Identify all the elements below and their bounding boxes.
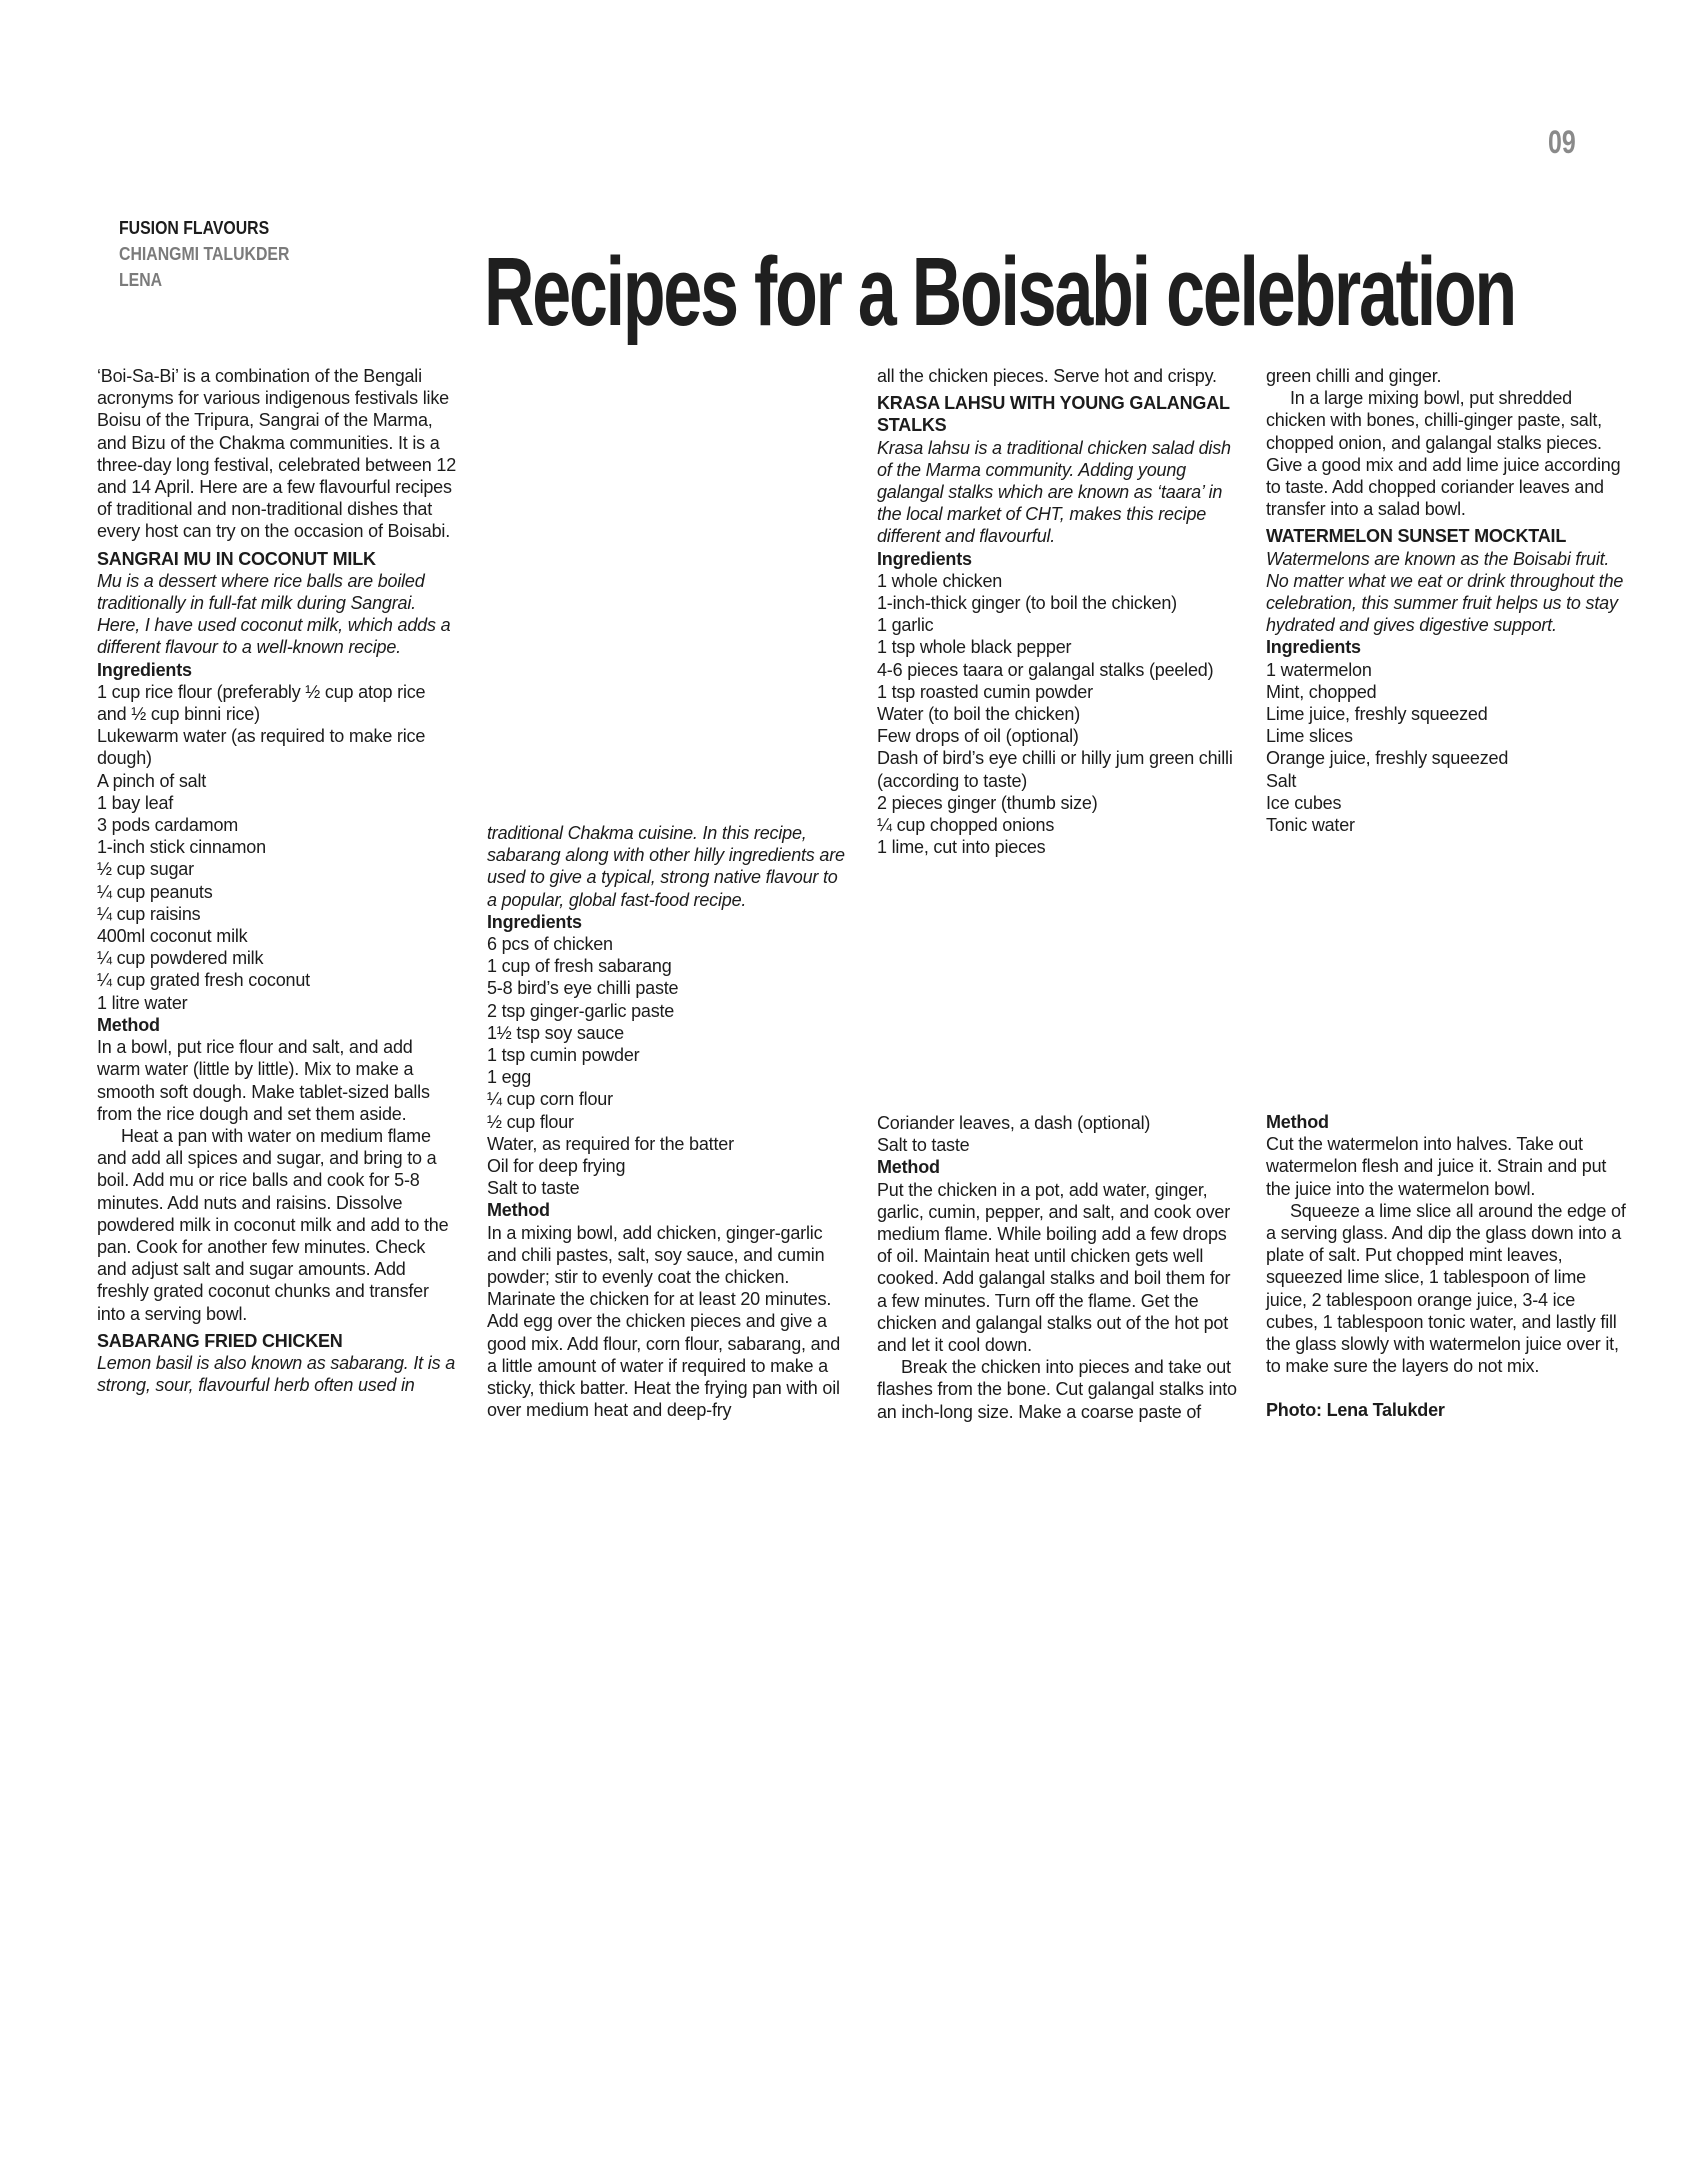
ingredient-item: ¼ cup peanuts <box>97 881 213 902</box>
ingredient-item: Oil for deep frying <box>487 1156 626 1177</box>
ingredient-item: Lukewarm water (as required to make rice dough) <box>97 726 426 769</box>
method-heading: Method <box>97 1014 160 1035</box>
page-number: 09 <box>1548 124 1576 160</box>
ingredients-heading: Ingredients <box>877 548 972 569</box>
ingredient-item: 1-inch stick cinnamon <box>97 837 266 858</box>
ingredient-item: 5-8 bird’s eye chilli paste <box>487 978 679 999</box>
ingredient-item: ¼ cup raisins <box>97 903 201 924</box>
method-paragraph: Put the chicken in a pot, add water, ginger, garlic, cumin, pepper, and salt, and cook over medium flame. While boiling add a few drops of oil. Maintain heat until chicken gets well cooked. Add galangal stalks and boil them for a few minutes. Turn off the flame. Get the chicken and galangal stalks out of the hot pot and let it cool down. <box>877 1179 1231 1356</box>
ingredient-list <box>487 933 849 1199</box>
ingredient-list <box>877 570 1239 859</box>
method-paragraph: In a large mixing bowl, put shredded chicken with bones, chilli-ginger paste, salt, chopped onion, and galangal stalks pieces. Give a good mix and add lime juice according to taste. Add chopped coriander leaves and transfer into a salad bowl. <box>1266 388 1621 520</box>
ingredient-item: 1 garlic <box>877 615 934 636</box>
ingredient-item: 1 tsp whole black pepper <box>877 637 1072 658</box>
method-paragraph: Heat a pan with water on medium flame and add all spices and sugar, and bring to a boil. Add mu or rice balls and cook for 5-8 minutes. Add nuts and raisins. Dissolve powdered milk in coconut milk and add to the pan. Cook for another few minutes. Check and adjust salt and sugar amounts. Add freshly grated coconut chunks and transfer into a serving bowl. <box>97 1125 449 1324</box>
ingredient-item: Dash of bird’s eye chilli or hilly jum green chilli (according to taste) <box>877 748 1233 791</box>
ingredient-item: 1 whole chicken <box>877 570 1003 591</box>
ingredient-item: Salt <box>1266 770 1297 791</box>
ingredient-item: 1 cup rice flour (preferably ½ cup atop rice and ½ cup binni rice) <box>97 681 426 725</box>
method-paragraph: Break the chicken into pieces and take out flashes from the bone. Cut galangal stalks into an inch-long size. Make a coarse paste of <box>877 1357 1237 1422</box>
ingredients-heading: Ingredients <box>97 659 192 680</box>
recipe-description-sangrai-mu: Mu is a dessert where rice balls are boiled traditionally in full-fat milk during Sangrai. Here, I have used coconut milk, which adds a different flavour to a well-known recipe. <box>97 570 451 658</box>
ingredient-list <box>97 681 459 1014</box>
ingredient-item: A pinch of salt <box>97 770 207 791</box>
ingredient-item: Lime juice, freshly squeezed <box>1266 704 1488 725</box>
ingredient-item: 2 tsp ginger-garlic paste <box>487 1000 675 1021</box>
ingredient-item: Few drops of oil (optional) <box>877 726 1079 747</box>
ingredient-item: ¼ cup chopped onions <box>877 815 1055 836</box>
method-paragraph: In a bowl, put rice flour and salt, and add warm water (little by little). Mix to make a smooth soft dough. Make tablet-sized balls from the rice dough and set them aside. <box>97 1037 430 1124</box>
ingredient-item: 2 pieces ginger (thumb size) <box>877 792 1098 813</box>
ingredient-item: 1 bay leaf <box>97 792 174 813</box>
ingredient-item: Ice cubes <box>1266 792 1342 813</box>
intro-paragraph: ‘Boi-Sa-Bi’ is a combination of the Bengali acronyms for various indigenous festivals like Boisu of the Tripura, Sangrai of the Marma, and Bizu of the Chakma communities. It is a three-day long festival, celebrated between 12 and 14 April. Here are a few flavourful recipes of traditional and non-traditional dishes that every host can try on the occasion of Boisabi. <box>97 366 457 542</box>
ingredient-list-continued <box>877 1112 1239 1156</box>
column-3-top <box>877 365 1239 858</box>
ingredient-item: ½ cup sugar <box>97 859 194 880</box>
section-label: FUSION FLAVOURS <box>119 218 270 238</box>
recipe-title-krasa-lahsu: KRASA LAHSU WITH YOUNG GALANGAL STALKS <box>877 393 1230 436</box>
ingredient-item: ¼ cup grated fresh coconut <box>97 970 310 991</box>
ingredient-list <box>1266 659 1628 837</box>
author-name-line2: LENA <box>119 270 163 290</box>
method-paragraph: In a mixing bowl, add chicken, ginger-garlic and chili pastes, salt, soy sauce, and cumin powder; stir to evenly coat the chicken. Marinate the chicken for at least 20 minutes. Add egg over the chicken pieces and give a good mix. Add flour, corn flour, sabarang, and a little amount of water if required to make a sticky, thick batter. Heat the frying pan with oil over medium heat and deep-fry <box>487 1222 841 1421</box>
column-1 <box>97 365 459 1396</box>
column-4-top <box>1266 365 1628 836</box>
ingredient-item: ¼ cup corn flour <box>487 1089 613 1110</box>
ingredient-item: Orange juice, freshly squeezed <box>1266 748 1509 769</box>
recipe-description-sabarang-chicken: Lemon basil is also known as sabarang. It is a strong, sour, flavourful herb often used in <box>97 1352 455 1396</box>
ingredient-item: 1 tsp cumin powder <box>487 1045 640 1066</box>
ingredient-item: Tonic water <box>1266 815 1355 836</box>
recipe-title-watermelon-mocktail: WATERMELON SUNSET MOCKTAIL <box>1266 526 1567 547</box>
ingredients-heading: Ingredients <box>487 911 582 932</box>
ingredient-item: Coriander leaves, a dash (optional) <box>877 1113 1151 1133</box>
ingredient-item: 1½ tsp soy sauce <box>487 1022 624 1043</box>
column-2 <box>487 822 849 1421</box>
method-heading: Method <box>877 1157 940 1178</box>
recipe-description-krasa-lahsu: Krasa lahsu is a traditional chicken salad dish of the Marma community. Adding young galangal stalks which are known as ‘taara’ in the local market of CHT, makes this recipe different and flavourful. <box>877 437 1231 547</box>
article-headline: Recipes for a Boisabi celebration <box>484 237 1515 346</box>
ingredient-item: Salt to taste <box>877 1135 970 1156</box>
recipe-title-sangrai-mu: SANGRAI MU IN COCONUT MILK <box>97 548 376 569</box>
ingredient-item: ½ cup flour <box>487 1111 574 1132</box>
ingredient-item: Mint, chopped <box>1266 681 1377 702</box>
ingredient-item: 1 litre water <box>97 992 188 1013</box>
ingredient-item: 1 watermelon <box>1266 659 1372 680</box>
article-kicker <box>119 215 289 293</box>
recipe-description-continued: traditional Chakma cuisine. In this recipe, sabarang along with other hilly ingredients are used to give a typical, strong native flavour to a popular, global fast-food recipe. <box>487 823 845 910</box>
ingredient-item: Salt to taste <box>487 1178 580 1199</box>
method-paragraph-continued: all the chicken pieces. Serve hot and crispy. <box>877 366 1217 386</box>
ingredient-item: 1 tsp roasted cumin powder <box>877 681 1093 702</box>
photo-credit: Photo: Lena Talukder <box>1266 1400 1445 1421</box>
ingredient-item: Lime slices <box>1266 726 1353 747</box>
recipe-description-watermelon-mocktail: Watermelons are known as the Boisabi fruit. No matter what we eat or drink throughout the celebration, this summer fruit helps us to stay hydrated and gives digestive support. <box>1266 548 1624 636</box>
column-3-bottom <box>877 1112 1239 1423</box>
method-heading: Method <box>487 1200 550 1221</box>
ingredient-item: 400ml coconut milk <box>97 926 248 947</box>
method-paragraph: Cut the watermelon into halves. Take out watermelon flesh and juice it. Strain and put the juice into the watermelon bowl. <box>1266 1134 1607 1199</box>
ingredient-item: Water, as required for the batter <box>487 1133 734 1154</box>
ingredient-item: 4-6 pieces taara or galangal stalks (peeled) <box>877 659 1214 680</box>
ingredient-item: 1 egg <box>487 1067 532 1088</box>
method-paragraph-continued: green chilli and ginger. <box>1266 366 1442 386</box>
ingredient-item: Water (to boil the chicken) <box>877 704 1081 725</box>
ingredient-item: 6 pcs of chicken <box>487 934 613 955</box>
author-name-line1: CHIANGMI TALUKDER <box>119 244 290 264</box>
ingredient-item: 3 pods cardamom <box>97 815 239 836</box>
recipe-title-sabarang-chicken: SABARANG FRIED CHICKEN <box>97 1330 343 1351</box>
method-heading: Method <box>1266 1112 1329 1132</box>
ingredient-item: ¼ cup powdered milk <box>97 948 264 969</box>
column-4-bottom <box>1266 1111 1628 1422</box>
ingredient-item: 1 cup of fresh sabarang <box>487 956 672 977</box>
ingredients-heading: Ingredients <box>1266 637 1361 658</box>
method-paragraph: Squeeze a lime slice all around the edge of a serving glass. And dip the glass down into a plate of salt. Put chopped mint leaves, squeezed lime slice, 1 tablespoon of lime juice, 2 tablespoon orange juice, 3-4 ice cubes, 1 tablespoon tonic water, and lastly fill the glass slowly with watermelon juice over it, to make sure the layers do not mix. <box>1266 1200 1626 1377</box>
ingredient-item: 1 lime, cut into pieces <box>877 837 1046 858</box>
ingredient-item: 1-inch-thick ginger (to boil the chicken) <box>877 593 1177 614</box>
